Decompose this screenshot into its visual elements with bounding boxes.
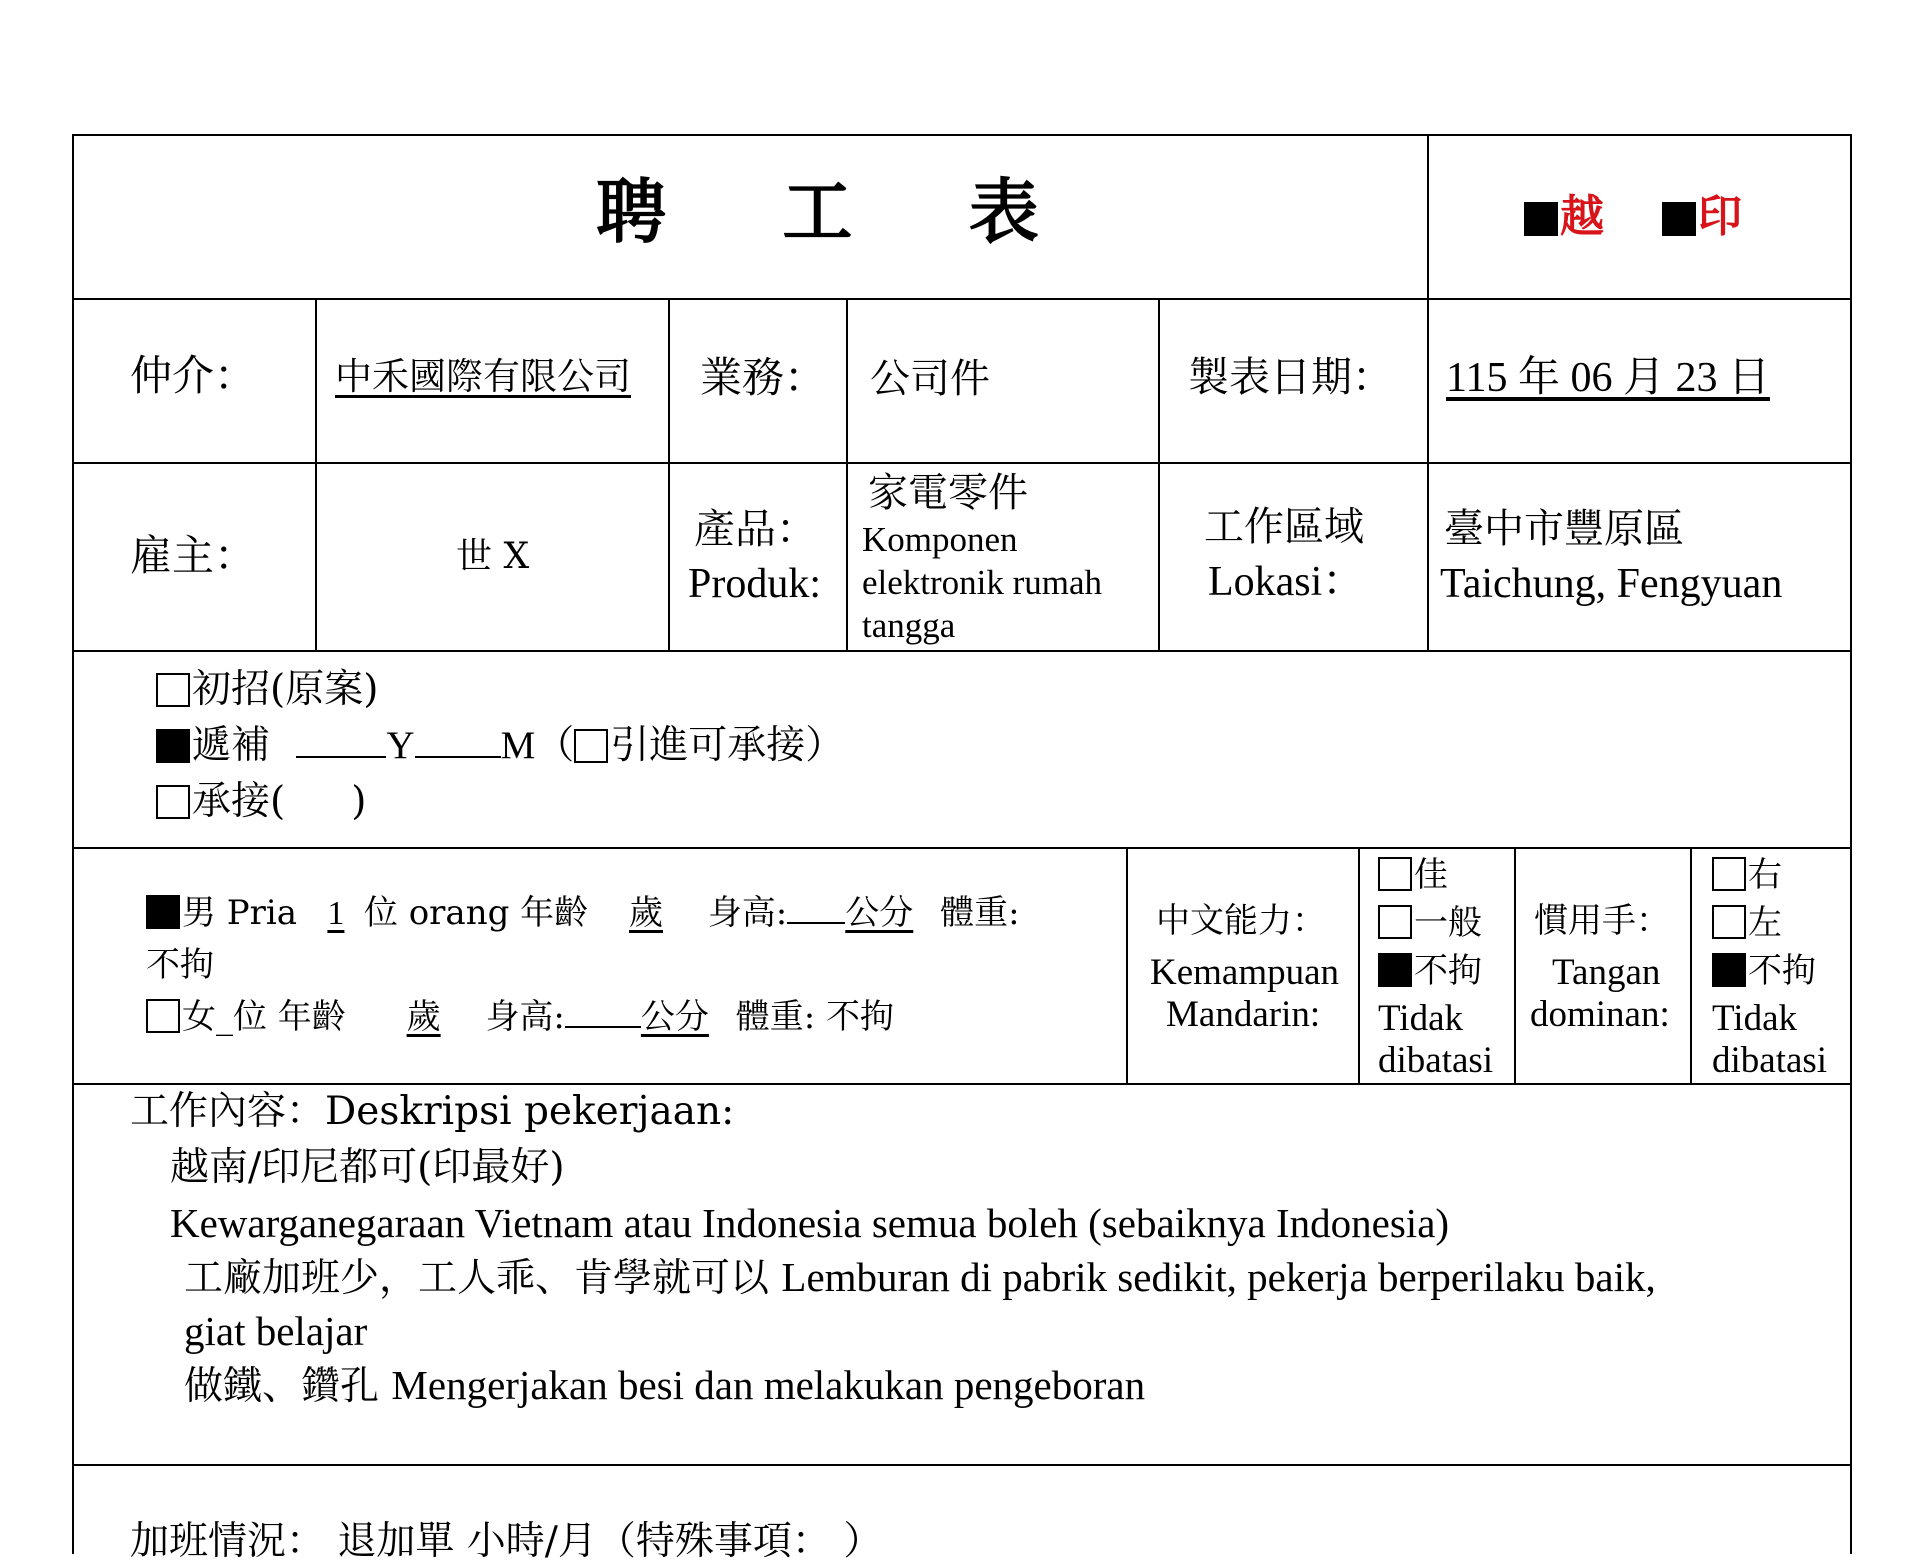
- location-label-id: Lokasi：: [1208, 559, 1365, 605]
- hand-label-id-2: dominan:: [1530, 994, 1670, 1035]
- mandarin-any-checkbox[interactable]: [1378, 953, 1412, 987]
- agency-value: 中禾國際有限公司: [335, 355, 631, 398]
- mandarin-opt-good[interactable]: 佳: [1378, 856, 1448, 895]
- divider-job: [72, 1464, 1852, 1466]
- divider-col1: [315, 298, 317, 650]
- product-label-zh: 產品：: [694, 505, 817, 553]
- female-worker-line[interactable]: 女_位 年齡 歲 身高: 公分 體重: 不拘: [146, 998, 894, 1037]
- form-title: 聘 工 表: [596, 170, 1085, 253]
- hand-opt-left[interactable]: 左: [1712, 904, 1782, 943]
- hand-label-zh: 慣用手：: [1534, 901, 1670, 941]
- recruit-takeover[interactable]: 承接( ): [156, 780, 366, 825]
- divider-w4: [1690, 847, 1692, 1083]
- location-value-zh: 臺中市豐原區: [1444, 506, 1684, 552]
- hand-any-id-2: dibatasi: [1712, 1040, 1828, 1081]
- vietnam-label: 越: [1560, 191, 1604, 242]
- mandarin-good-checkbox[interactable]: [1378, 857, 1412, 891]
- product-label-id: Produk:: [688, 561, 822, 607]
- divider-recruit: [72, 847, 1852, 849]
- divider-row2: [72, 650, 1852, 652]
- product-value-id-1: Komponen: [862, 520, 1018, 559]
- job-line-5: 做鐵、鑽孔 Mengerjakan besi dan melakukan pengeboran: [184, 1362, 1146, 1409]
- nationality-vietnam[interactable]: [1524, 192, 1604, 243]
- divider-col4: [1158, 298, 1160, 650]
- location-label-zh: 工作區域: [1204, 504, 1364, 550]
- date-label: 製表日期：: [1188, 353, 1393, 401]
- product-value-id-2: elektronik rumah: [862, 563, 1103, 602]
- job-heading: 工作內容：Deskripsi pekerjaan:: [130, 1089, 735, 1134]
- hand-any-checkbox[interactable]: [1712, 953, 1746, 987]
- male-count: 1: [327, 895, 345, 932]
- divider-w3: [1514, 847, 1516, 1083]
- male-weight-value: 不拘: [146, 945, 214, 985]
- indonesia-label: 印: [1698, 191, 1742, 242]
- male-worker-line[interactable]: 男 Pria 1 位 orang 年齡 歲 身高: 公分 體重:: [146, 894, 1020, 933]
- location-value-en: Taichung, Fengyuan: [1440, 561, 1783, 607]
- takeover-checkbox[interactable]: [156, 785, 190, 819]
- business-label: 業務：: [700, 353, 827, 402]
- male-checkbox[interactable]: [146, 895, 180, 929]
- divider-header: [72, 298, 1852, 300]
- mandarin-any-id-1: Tidak: [1378, 998, 1464, 1039]
- mandarin-any-id-2: dibatasi: [1378, 1040, 1494, 1081]
- employer-value: 世 X: [456, 536, 530, 577]
- job-line-2: Kewarganegaraan Vietnam atau Indonesia semua boleh (sebaiknya Indonesia): [170, 1200, 1450, 1246]
- indonesia-checkbox[interactable]: [1662, 202, 1696, 236]
- divider-col3: [846, 298, 848, 650]
- mandarin-label-id-1: Kemampuan: [1150, 952, 1340, 993]
- divider-workers: [72, 1083, 1852, 1085]
- recruit-initial[interactable]: 初招(原案): [156, 668, 378, 713]
- job-line-1: 越南/印尼都可(印最好): [170, 1145, 565, 1190]
- date-value: 115 年 06 月 23 日: [1446, 355, 1770, 401]
- hand-right-checkbox[interactable]: [1712, 857, 1746, 891]
- hand-opt-any[interactable]: 不拘: [1712, 952, 1816, 991]
- initial-checkbox[interactable]: [156, 673, 190, 707]
- divider-w1: [1126, 847, 1128, 1083]
- nationality-indonesia[interactable]: [1662, 192, 1742, 243]
- product-value-id-3: tangga: [862, 606, 956, 645]
- product-value-zh: 家電零件: [868, 470, 1028, 516]
- employer-label: 雇主：: [130, 531, 257, 580]
- hand-label-id-1: Tangan: [1552, 952, 1661, 993]
- divider-col2: [668, 298, 670, 650]
- recruit-replace[interactable]: 遞補 Y M（ 引進可承接）: [156, 724, 844, 769]
- male-age-unit: 歲: [629, 893, 663, 933]
- divider-row1: [72, 462, 1852, 464]
- divider-right-column: [1427, 134, 1429, 650]
- female-checkbox[interactable]: [146, 999, 180, 1033]
- hand-opt-right[interactable]: 右: [1712, 856, 1782, 895]
- agency-label: 仲介：: [130, 351, 257, 400]
- divider-w2: [1358, 847, 1360, 1083]
- hand-any-id-1: Tidak: [1712, 998, 1798, 1039]
- hand-left-checkbox[interactable]: [1712, 905, 1746, 939]
- business-value: 公司件: [870, 356, 990, 402]
- transfer-checkbox[interactable]: [574, 729, 608, 763]
- mandarin-opt-normal[interactable]: 一般: [1378, 904, 1482, 943]
- overtime-line-partial: 加班情況： 退加單 小時/月（特殊事項： ）: [130, 1519, 883, 1564]
- mandarin-opt-any[interactable]: 不拘: [1378, 952, 1482, 991]
- mandarin-label-id-2: Mandarin:: [1166, 994, 1321, 1035]
- job-line-4: giat belajar: [184, 1308, 368, 1354]
- replace-checkbox[interactable]: [156, 729, 190, 763]
- mandarin-label-zh: 中文能力：: [1156, 901, 1326, 941]
- job-line-3: 工廠加班少，工人乖、肯學就可以 Lemburan di pabrik sedikit, pekerja berperilaku baik,: [184, 1254, 1656, 1301]
- mandarin-normal-checkbox[interactable]: [1378, 905, 1412, 939]
- vietnam-checkbox[interactable]: [1524, 202, 1558, 236]
